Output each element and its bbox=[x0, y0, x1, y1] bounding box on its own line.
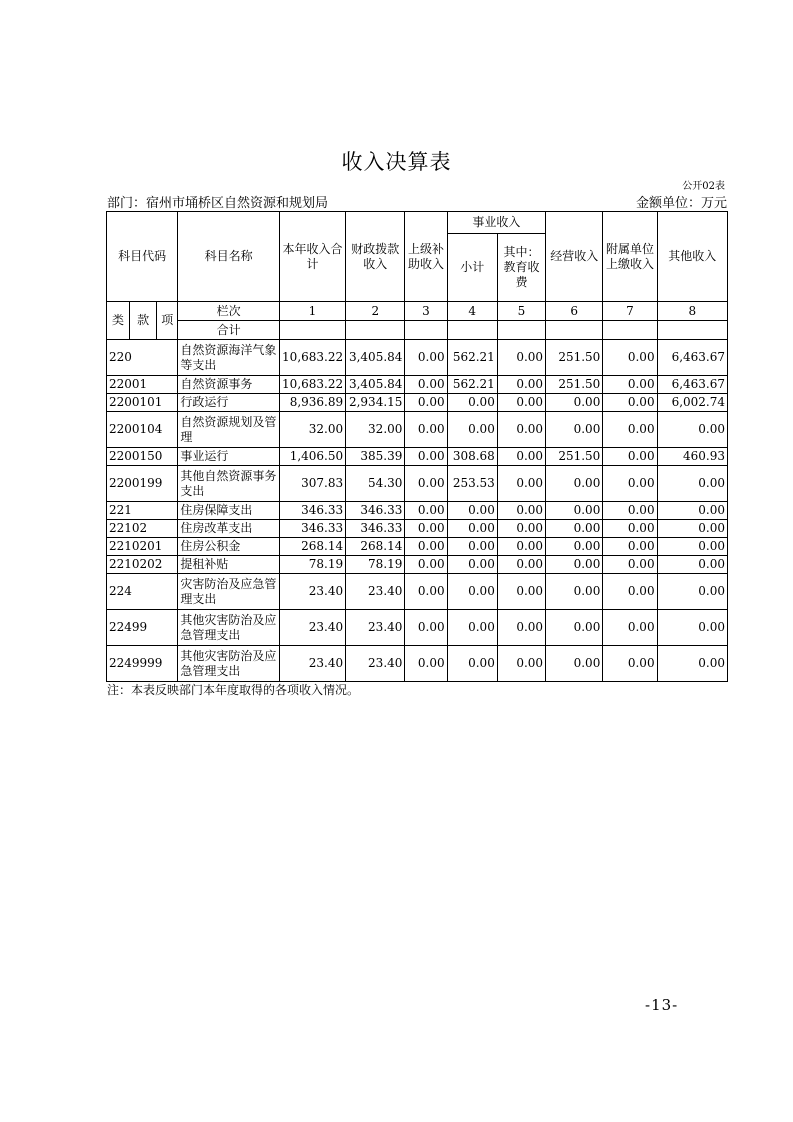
row-value: 0.00 bbox=[546, 538, 603, 556]
row-code: 22001 bbox=[107, 376, 178, 394]
row-value: 0.00 bbox=[405, 610, 447, 646]
row-name: 其他自然资源事务支出 bbox=[178, 466, 279, 502]
header-subject-code: 科目代码 bbox=[107, 212, 178, 302]
table-row bbox=[107, 646, 728, 682]
row-value: 32.00 bbox=[346, 412, 405, 448]
row-value: 0.00 bbox=[447, 502, 497, 520]
table-row bbox=[107, 340, 728, 376]
row-value: 0.00 bbox=[546, 502, 603, 520]
header-subject-name: 科目名称 bbox=[178, 212, 279, 302]
row-code: 2200150 bbox=[107, 448, 178, 466]
row-value: 32.00 bbox=[279, 412, 345, 448]
row-value: 0.00 bbox=[546, 574, 603, 610]
row-value: 0.00 bbox=[657, 520, 727, 538]
row-value: 0.00 bbox=[405, 502, 447, 520]
row-name: 其他灾害防治及应急管理支出 bbox=[178, 610, 279, 646]
department-label: 部门：宿州市埇桥区自然资源和规划局 bbox=[107, 196, 329, 211]
header-other: 其他收入 bbox=[657, 212, 727, 302]
row-value: 0.00 bbox=[497, 448, 545, 466]
row-value: 251.50 bbox=[546, 376, 603, 394]
row-code: 2210202 bbox=[107, 556, 178, 574]
col-num: 4 bbox=[447, 302, 497, 321]
row-name: 事业运行 bbox=[178, 448, 279, 466]
row-value: 0.00 bbox=[603, 502, 657, 520]
table-row bbox=[107, 502, 728, 520]
unit-label: 金额单位：万元 bbox=[635, 196, 727, 211]
row-value: 0.00 bbox=[405, 376, 447, 394]
row-value: 1,406.50 bbox=[279, 448, 345, 466]
row-name: 灾害防治及应急管理支出 bbox=[178, 574, 279, 610]
row-value: 0.00 bbox=[497, 394, 545, 412]
header-operating: 经营收入 bbox=[546, 212, 603, 302]
row-value: 0.00 bbox=[405, 412, 447, 448]
row-code: 221 bbox=[107, 502, 178, 520]
row-value: 0.00 bbox=[603, 574, 657, 610]
row-value: 0.00 bbox=[405, 538, 447, 556]
row-value: 0.00 bbox=[657, 466, 727, 502]
col-num: 3 bbox=[405, 302, 447, 321]
row-value: 0.00 bbox=[603, 520, 657, 538]
row-value: 6,463.67 bbox=[657, 340, 727, 376]
row-name: 自然资源事务 bbox=[178, 376, 279, 394]
row-value: 78.19 bbox=[279, 556, 345, 574]
row-value: 10,683.22 bbox=[279, 340, 345, 376]
row-value: 268.14 bbox=[279, 538, 345, 556]
row-value: 308.68 bbox=[447, 448, 497, 466]
row-value: 268.14 bbox=[346, 538, 405, 556]
row-value: 0.00 bbox=[497, 574, 545, 610]
row-value: 0.00 bbox=[405, 394, 447, 412]
row-value: 78.19 bbox=[346, 556, 405, 574]
row-value: 23.40 bbox=[279, 574, 345, 610]
row-name: 住房保障支出 bbox=[178, 502, 279, 520]
row-value: 0.00 bbox=[497, 646, 545, 682]
col-num: 6 bbox=[546, 302, 603, 321]
row-value: 54.30 bbox=[346, 466, 405, 502]
row-value: 0.00 bbox=[405, 574, 447, 610]
row-name: 住房公积金 bbox=[178, 538, 279, 556]
row-value: 6,002.74 bbox=[657, 394, 727, 412]
table-row bbox=[107, 394, 728, 412]
row-value: 0.00 bbox=[405, 448, 447, 466]
footnote: 注：本表反映部门本年度取得的各项收入情况。 bbox=[107, 683, 360, 697]
row-value: 3,405.84 bbox=[346, 340, 405, 376]
row-value: 346.33 bbox=[279, 502, 345, 520]
row-value: 0.00 bbox=[447, 538, 497, 556]
header-upper: 上级补助收入 bbox=[405, 212, 447, 302]
row-value: 0.00 bbox=[546, 412, 603, 448]
col-num: 2 bbox=[346, 302, 405, 321]
row-value: 0.00 bbox=[497, 340, 545, 376]
row-value: 0.00 bbox=[546, 394, 603, 412]
row-value: 0.00 bbox=[447, 394, 497, 412]
row-code: 2200101 bbox=[107, 394, 178, 412]
row-name: 提租补贴 bbox=[178, 556, 279, 574]
row-value: 0.00 bbox=[405, 466, 447, 502]
row-value: 253.53 bbox=[447, 466, 497, 502]
row-value: 0.00 bbox=[497, 556, 545, 574]
header-lei: 类 bbox=[107, 302, 130, 340]
row-value: 0.00 bbox=[405, 646, 447, 682]
row-value: 562.21 bbox=[447, 376, 497, 394]
row-value: 23.40 bbox=[346, 610, 405, 646]
row-value: 0.00 bbox=[603, 646, 657, 682]
page-title: 收入决算表 bbox=[341, 150, 452, 174]
row-value: 0.00 bbox=[657, 646, 727, 682]
row-value: 10,683.22 bbox=[279, 376, 345, 394]
row-value: 6,463.67 bbox=[657, 376, 727, 394]
header-fiscal: 财政拨款收入 bbox=[346, 212, 405, 302]
table-row bbox=[107, 376, 728, 394]
header-kuan: 款 bbox=[130, 302, 157, 340]
page-number: -13- bbox=[645, 996, 679, 1014]
header-total: 本年收入合计 bbox=[279, 212, 345, 302]
row-value: 0.00 bbox=[447, 520, 497, 538]
row-value: 0.00 bbox=[603, 538, 657, 556]
table-row bbox=[107, 538, 728, 556]
col-num: 5 bbox=[497, 302, 545, 321]
table-row bbox=[107, 412, 728, 448]
row-value: 0.00 bbox=[657, 538, 727, 556]
form-code: 公开02表 bbox=[682, 181, 725, 192]
row-value: 0.00 bbox=[405, 340, 447, 376]
row-code: 2200104 bbox=[107, 412, 178, 448]
row-value: 346.33 bbox=[279, 520, 345, 538]
row-value: 0.00 bbox=[546, 466, 603, 502]
row-value: 0.00 bbox=[657, 412, 727, 448]
row-value: 0.00 bbox=[447, 646, 497, 682]
row-value: 0.00 bbox=[405, 556, 447, 574]
row-value: 0.00 bbox=[603, 610, 657, 646]
row-code: 22499 bbox=[107, 610, 178, 646]
row-code: 220 bbox=[107, 340, 178, 376]
row-value: 0.00 bbox=[657, 610, 727, 646]
table-row bbox=[107, 520, 728, 538]
row-name: 自然资源规划及管理 bbox=[178, 412, 279, 448]
row-code: 2200199 bbox=[107, 466, 178, 502]
row-value: 0.00 bbox=[497, 538, 545, 556]
row-value: 460.93 bbox=[657, 448, 727, 466]
row-code: 2249999 bbox=[107, 646, 178, 682]
row-value: 0.00 bbox=[603, 412, 657, 448]
col-num: 1 bbox=[279, 302, 345, 321]
row-value: 0.00 bbox=[405, 520, 447, 538]
row-value: 0.00 bbox=[657, 502, 727, 520]
col-num: 8 bbox=[657, 302, 727, 321]
row-value: 0.00 bbox=[447, 574, 497, 610]
table-row bbox=[107, 610, 728, 646]
row-name: 其他灾害防治及应急管理支出 bbox=[178, 646, 279, 682]
row-value: 3,405.84 bbox=[346, 376, 405, 394]
row-value: 0.00 bbox=[603, 556, 657, 574]
row-value: 562.21 bbox=[447, 340, 497, 376]
row-value: 0.00 bbox=[657, 574, 727, 610]
row-value: 0.00 bbox=[546, 610, 603, 646]
row-value: 0.00 bbox=[546, 520, 603, 538]
row-value: 8,936.89 bbox=[279, 394, 345, 412]
header-heji: 合计 bbox=[178, 321, 279, 340]
table-row bbox=[107, 556, 728, 574]
row-name: 住房改革支出 bbox=[178, 520, 279, 538]
row-value: 0.00 bbox=[497, 502, 545, 520]
row-value: 346.33 bbox=[346, 502, 405, 520]
row-value: 0.00 bbox=[497, 610, 545, 646]
table-row bbox=[107, 448, 728, 466]
row-value: 0.00 bbox=[447, 610, 497, 646]
header-subtotal: 小计 bbox=[447, 234, 497, 302]
header-xiang: 项 bbox=[157, 302, 178, 340]
row-value: 251.50 bbox=[546, 448, 603, 466]
row-value: 23.40 bbox=[279, 610, 345, 646]
row-value: 0.00 bbox=[497, 520, 545, 538]
row-value: 307.83 bbox=[279, 466, 345, 502]
row-value: 0.00 bbox=[603, 376, 657, 394]
row-code: 2210201 bbox=[107, 538, 178, 556]
row-value: 346.33 bbox=[346, 520, 405, 538]
row-value: 0.00 bbox=[497, 412, 545, 448]
income-table bbox=[106, 211, 728, 682]
row-value: 0.00 bbox=[546, 646, 603, 682]
row-name: 行政运行 bbox=[178, 394, 279, 412]
row-value: 23.40 bbox=[346, 574, 405, 610]
row-value: 385.39 bbox=[346, 448, 405, 466]
row-value: 0.00 bbox=[603, 466, 657, 502]
row-value: 0.00 bbox=[546, 556, 603, 574]
col-num: 7 bbox=[603, 302, 657, 321]
row-value: 0.00 bbox=[603, 448, 657, 466]
table-row bbox=[107, 466, 728, 502]
header-affiliate: 附属单位上缴收入 bbox=[603, 212, 657, 302]
row-value: 0.00 bbox=[447, 412, 497, 448]
row-value: 251.50 bbox=[546, 340, 603, 376]
row-value: 0.00 bbox=[603, 340, 657, 376]
table-row bbox=[107, 574, 728, 610]
row-value: 0.00 bbox=[657, 556, 727, 574]
row-value: 0.00 bbox=[603, 394, 657, 412]
row-value: 0.00 bbox=[497, 466, 545, 502]
row-code: 224 bbox=[107, 574, 178, 610]
row-value: 23.40 bbox=[346, 646, 405, 682]
row-value: 23.40 bbox=[279, 646, 345, 682]
header-edu: 其中：教育收费 bbox=[497, 234, 545, 302]
header-business: 事业收入 bbox=[447, 212, 545, 234]
row-value: 0.00 bbox=[447, 556, 497, 574]
header-lanci: 栏次 bbox=[178, 302, 279, 321]
row-name: 自然资源海洋气象等支出 bbox=[178, 340, 279, 376]
row-value: 2,934.15 bbox=[346, 394, 405, 412]
row-code: 22102 bbox=[107, 520, 178, 538]
row-value: 0.00 bbox=[497, 376, 545, 394]
